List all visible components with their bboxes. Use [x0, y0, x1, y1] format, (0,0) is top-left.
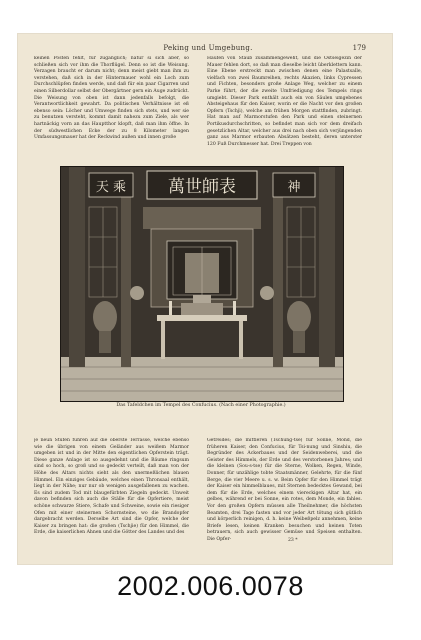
engraving-illustration [60, 166, 344, 402]
running-title: Peking und Umgebung. [163, 44, 253, 52]
plaque-inscription: 萬世師表 [168, 177, 236, 197]
figure-caption: Das Tafeldchen im Tempel des Confucius. (Nach einer Photographie.) [116, 403, 286, 408]
side-plaque-right: 神 [287, 180, 301, 195]
text-column-right-bottom: Getreides; die mittleren (Tschung-tse) für Sonne, Mond, die früheren Kaiser, den Confucius, für Tsi-nung und Sinshiu, die Begründer des Ackerbaues und der Seidenweberei, und die Geister des Himmels, der Erde und des verstorbenen Jahres; und die kleinen (Sou-s-tse) für die Sterne, Wolken, Regen, Winde, Donner, für unzählige tobte Staatsmänner, Gelehrte, für die fünf Berge, die vier Meere u. s. w. Beim Opfer für den Himmel trägt der Kaiser ein himmelblaues, mit Sternen bedecktes Gewand, bei dem für die Erde, welches einem viereckigen Altar hat, ein gelbes, während er bei Sonne, ein rotes, dem Monde, ein fahles. Vor den großen Opfern müssen alle Theilnehmer, die höchsten Beamten, drei Tage fasten und vor jeder Art tötung sich gütlich und körperlich reinigen, d. h. keine Weibeßpelz annehmen, keine Briefe lesen, keinen Kranken besuchen und keinen Toten betrauern, sich auch gewisser Gemüse und Speisen enthalten. Die Opfer- [207, 438, 362, 542]
temple-altar-engraving [61, 167, 343, 401]
text-column-right-top: Haufen von Staub zusammengeweht, und die Ostseigezin der Mauer fehlen dort, so daß man dieselbe leicht überklettern kann. Eine Ebene erstreckt man zwischen denen eine Palastsalle, vielfach von zwei Baumreihen, rechts Akazien, links Cypressen und Fichten, besonders große Anlage Weg, welcher zu einem Parke führt, der die zweite Umfriedigung des Tempels rings umgiebt. Dieser Park enthält auch ein von Säulen umgebenes Absteigehaus für den Kaiser, worin er die Nacht vor den großen Opfern (Tschji), welche am frühen Morgen stattfinden, zubringt. Hat man auf Marmorstufen den Park und einen steinernen Portikusdurchschritten, so befindet man sich vor dem dreifach gesetzlichen Altar, welcher aus drei nach oben sich verjüngenden ganz aus Marmor erbauten Absätzen besteht, deren unterster 120 Fuß Durchmesser hat. Drei Treppen von [207, 56, 362, 147]
book-page [18, 34, 392, 564]
accession-number: 2002.006.0078 [117, 571, 304, 601]
text-column-left-top: keinen Posten fehlt, für zugänglich; natür si sich aber, so schließen sich vor ihm die Thorflügel. Denn so ist die Weisung. Verzagen braucht er darum nicht; denn meist giebt man ihm zu verstehen, daß sich in der Hintermauer wohl ein Loch zum Durchschlüpfen finden werde, und daß für ein paar Cigarren und einen Silberdollar selbst der Obergärtner gern ein Auge zudrückt. Die Weisung von oben ist dann jedenfalls befolgt, die Verantwortlichkeit gewahrt. Da politischen Verhältnisse ist eß ebenso sein: Löcher und Umwege finden sich stets, und wer sie zu benutzen versteht, kommt damit nahezu zum Ziele, als wer hartnäckig vorn an das Hauptthor klopft, daß man ihm öffne. In der südwestlichen Ecke der zu 8 Kilometer langen Umfassungsmauer hat der Reckwind außen und innen große [34, 56, 189, 141]
text-column-left-bottom: je neun Stufen führen auf die oberste Terrasse, welche ebenso wie die übrigen von einem Geländer aus weißem Marmor umgeben ist und in der Mitte den eigentlichen Opferstein trägt. Diese ganze Anlage ist so ausgedehnt und die Bäume ringsum sind so hoch, so groß und so gedeckt verteilt, daß man von der Höhe des Altars nichts sieht als den unermeßlichen blauen Himmel. Ein einziges Gebäude, welches einen Thronsaal enthält, liegt in der Nähe; nur nur ob wenigen ausgefallenen zu wachen. Es sind zudem Tod mit blaugefürbten Ziegeln gedeckt. Unweit davon befinden sich auch die Ställe für die Opfertiere, meist schöne schwarze Stiere, Schafe und Schweine, sowie ein riesiger Ofen mit einer steinernen Schornsteine, wo die Brandopfer dargebracht werden. Derselbe Art sind die Opfer, welche der Kaiser zu bringen hat: die großen (Tschjie) für den Himmel, die Erde, die kaiserlichen Ahnen und die Götter des Landes und des [34, 438, 189, 536]
signature-mark: 23 * [288, 538, 298, 543]
page-number: 179 [352, 44, 366, 52]
side-plaque-left: 天 乘 [95, 180, 127, 195]
